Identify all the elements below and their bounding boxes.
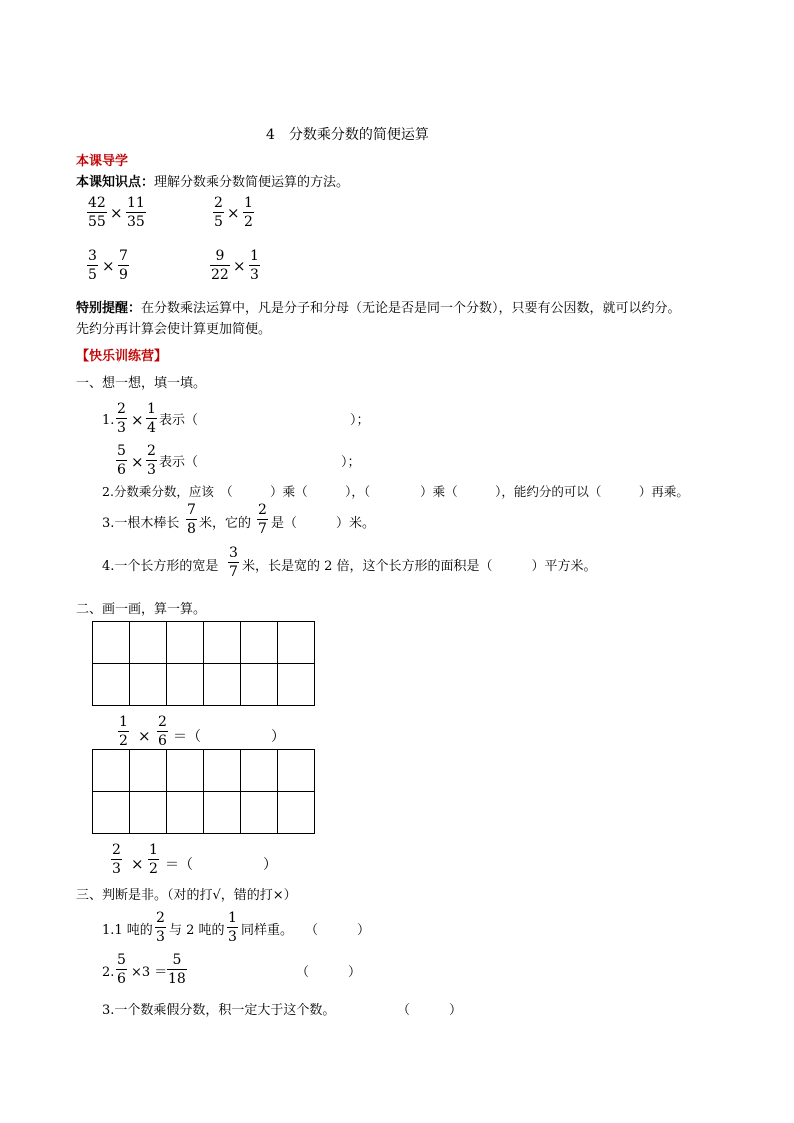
example-3-fraction-a: 3 5 (88, 248, 97, 283)
times-sign: × (138, 727, 151, 745)
j2-answer-paren[interactable]: （ ） (296, 965, 362, 980)
tip-line (76, 302, 681, 315)
eq1-answer: ＝（ ） (173, 729, 285, 745)
j2-fraction-2: 5 18 (168, 952, 186, 987)
j1-middle: 与 2 吨的 (169, 923, 225, 938)
q1b-fraction-b: 2 3 (147, 443, 156, 478)
q1a-fraction-a: 2 3 (117, 401, 126, 436)
eq2-fraction-a: 2 3 (112, 842, 121, 877)
q1b-suffix: 表示（ (159, 455, 199, 470)
section-2-heading: 二、画一画，算一算。 (76, 602, 207, 617)
knowledge-line (76, 176, 349, 189)
knowledge-label: 本课知识点： (76, 175, 155, 190)
q4-suffix: 米，长是宽的 2 倍，这个长方形的面积是（ ）平方米。 (242, 559, 597, 574)
eq1-fraction-b: 2 6 (158, 714, 167, 749)
j3-text: 3.一个数乘假分数，积一定大于这个数。 (102, 1003, 336, 1018)
eq2-answer: ＝（ ） (165, 857, 277, 873)
q3-prefix: 3.一根木棒长 (102, 516, 180, 531)
j1-fraction-2: 1 3 (228, 910, 237, 945)
j2-middle: ×3 ＝ (131, 965, 168, 980)
q1a-close: ）； (350, 413, 370, 428)
q1a-fraction-b: 1 4 (147, 401, 156, 436)
times-sign: × (233, 257, 246, 275)
example-4-fraction-a: 9 22 (211, 248, 229, 283)
j3-answer-paren[interactable]: （ ） (397, 1003, 463, 1018)
q3-fraction-1: 7 8 (187, 502, 196, 537)
knowledge-text: 理解分数乘分数简便运算的方法。 (154, 175, 350, 190)
example-1-fraction-b: 11 35 (127, 195, 145, 230)
j1-suffix: 同样重。 (241, 923, 294, 938)
j1-fraction-1: 2 3 (156, 910, 165, 945)
q1b-fraction-a: 5 6 (117, 443, 126, 478)
q2-text: 2.分数乘分数，应该 （ ）乘（ ），（ ）乘（ ），能约分的可以（ ）再乘。 (102, 484, 689, 499)
example-2-fraction-b: 1 2 (244, 195, 253, 230)
section-3-heading: 三、判断是非。（对的打√，错的打×） (76, 888, 297, 903)
section-1-heading: 一、想一想，填一填。 (76, 376, 207, 391)
j1-answer-paren[interactable]: （ ） (305, 923, 371, 938)
times-sign: × (227, 204, 240, 222)
q1-number: 1. (102, 413, 115, 428)
q4-prefix: 4.一个长方形的宽是 (102, 559, 219, 574)
times-sign: × (131, 855, 144, 873)
tip-label: 特别提醒： (76, 301, 142, 316)
tip-text-2: 先约分再计算会使计算更加简便。 (76, 322, 272, 337)
times-sign: × (131, 411, 144, 429)
times-sign: × (131, 453, 144, 471)
eq1-fraction-a: 1 2 (119, 714, 128, 749)
j2-fraction-1: 5 6 (117, 952, 126, 987)
practice-heading: 【快乐训练营】 (76, 349, 168, 364)
example-3-fraction-b: 7 9 (119, 248, 128, 283)
j1-prefix: 1.1 吨的 (102, 923, 153, 938)
q1b-close: ）； (341, 455, 361, 470)
q4-fraction: 3 7 (229, 545, 238, 580)
q1a-suffix: 表示（ (159, 413, 199, 428)
example-1-fraction-a: 42 55 (88, 195, 106, 230)
example-4-fraction-b: 1 3 (250, 248, 259, 283)
times-sign: × (102, 257, 115, 275)
q3-suffix: 是（ ）米。 (271, 516, 376, 531)
guide-heading: 本课导学 (76, 154, 129, 169)
q3-fraction-2: 2 7 (258, 502, 267, 537)
drawing-grid-2[interactable] (92, 749, 315, 834)
j2-prefix: 2. (102, 965, 115, 980)
times-sign: × (110, 204, 123, 222)
example-2-fraction-a: 2 5 (214, 195, 223, 230)
q3-middle: 米，它的 (199, 516, 252, 531)
page-title: 4 分数乘分数的简便运算 (266, 127, 429, 143)
eq2-fraction-b: 1 2 (149, 842, 158, 877)
tip-text: 在分数乘法运算中，凡是分子和分母（无论是否是同一个分数），只要有公因数，就可以约分。 (141, 301, 681, 316)
drawing-grid-1[interactable] (92, 621, 315, 706)
